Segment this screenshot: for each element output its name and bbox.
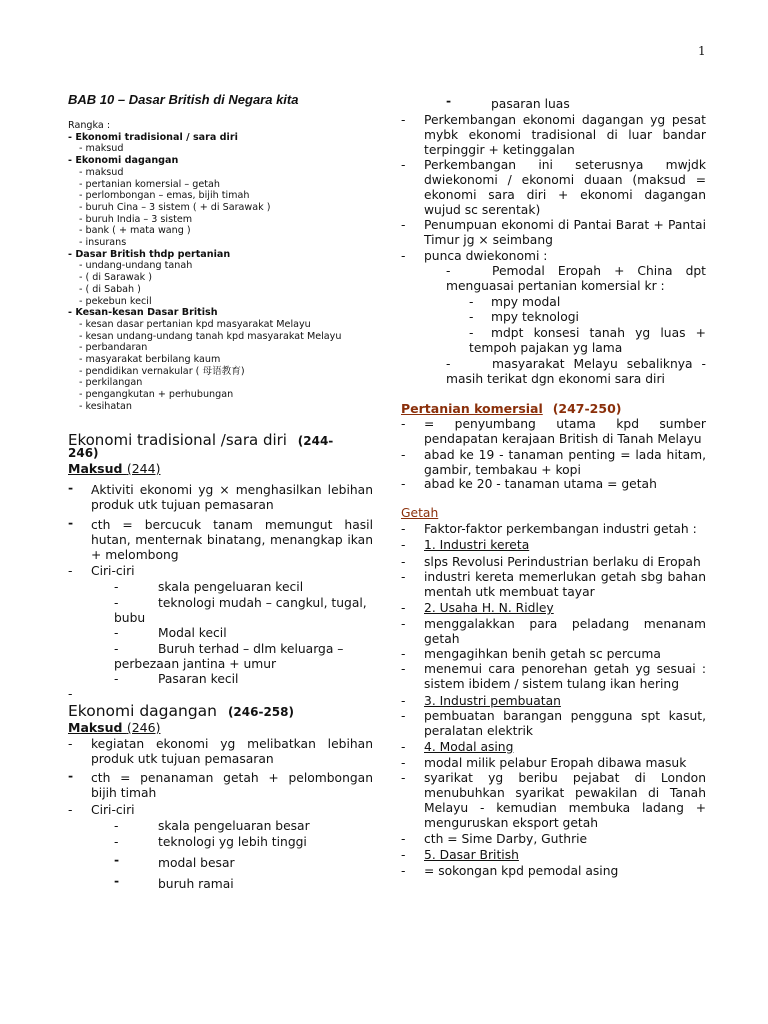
rangka-item: - kesihatan bbox=[79, 400, 132, 412]
list-item: Ciri-ciri bbox=[91, 564, 135, 578]
rangka-item: - pekebun kecil bbox=[79, 295, 152, 307]
page-number: 1 bbox=[698, 44, 706, 58]
rangka-group: - Dasar British thdp pertanian - undang-undang tanah - ( di Sarawak ) - ( di Sabah ) - pekebun kecil bbox=[68, 249, 398, 308]
punca-item: Pemodal Eropah + China dpt menguasai pertanian komersial kr : bbox=[446, 264, 706, 293]
list-item: Aktiviti ekonomi yg × menghasilkan lebihan produk utk tujuan pemasaran bbox=[91, 483, 373, 512]
list-item: Penumpuan ekonomi di Pantai Barat + Pantai Timur jg × seimbang bbox=[424, 218, 706, 247]
maksud-pages: (244) bbox=[126, 461, 161, 476]
ciri-item: teknologi mudah – cangkul, tugal, bbox=[158, 596, 367, 610]
factor-heading: 2. Usaha H. N. Ridley bbox=[424, 601, 554, 615]
factor-heading: 3. Industri pembuatan bbox=[424, 694, 561, 708]
section-pages: (244- bbox=[297, 434, 334, 448]
punca-item: mdpt konsesi tanah yg luas + tempoh pajakan yg lama bbox=[469, 326, 706, 355]
list-item: punca dwiekonomi : bbox=[424, 249, 548, 263]
maksud-heading bbox=[68, 720, 160, 735]
rangka-item: - maksud bbox=[79, 143, 124, 155]
punca-item: mpy modal bbox=[491, 295, 561, 309]
list-item: = penyumbang utama kpd sumber pendapatan kerajaan British di Tanah Melayu bbox=[424, 417, 706, 446]
rangka-label: Rangka : bbox=[68, 120, 111, 131]
pk-title: Pertanian komersial bbox=[401, 401, 543, 416]
list-item: = sokongan kpd pemodal asing bbox=[424, 864, 619, 878]
maksud-label: Maksud bbox=[68, 461, 123, 476]
rangka-head: Ekonomi tradisional / sara diri bbox=[75, 131, 238, 143]
factor-heading: 5. Dasar British bbox=[424, 848, 519, 862]
list-item: Faktor-faktor perkembangan industri getah : bbox=[424, 522, 697, 536]
rangka-item: - pengangkutan + perhubungan bbox=[79, 389, 234, 401]
pk-pages: (247-250) bbox=[552, 401, 622, 416]
rangka-item: - perbandaran bbox=[79, 342, 148, 354]
rangka-item: - maksud bbox=[79, 166, 124, 178]
rangka-group: - Ekonomi dagangan - maksud - pertanian komersial – getah - perlombongan – emas, bijih timah - buruh Cina – 3 sistem ( + di Sarawak ) - buruh India – 3 sistem - bank ( + mata wang ) - insurans bbox=[68, 155, 398, 249]
maksud-pages: (246) bbox=[126, 720, 161, 735]
ciri-item: skala pengeluaran kecil bbox=[158, 580, 304, 594]
chapter-title: BAB 10 – Dasar British di Negara kita bbox=[68, 92, 299, 107]
rangka-item: - buruh India – 3 sistem bbox=[79, 213, 193, 225]
ciri-item: Modal kecil bbox=[158, 626, 227, 640]
factor-heading: 1. Industri kereta bbox=[424, 538, 530, 552]
ciri-item: modal besar bbox=[158, 856, 235, 870]
rangka-item: - perkilangan bbox=[79, 377, 143, 389]
rangka-item: - kesan undang-undang tanah kpd masyarakat Melayu bbox=[79, 330, 342, 342]
list-item: mengagihkan benih getah sc percuma bbox=[424, 647, 661, 661]
section-title-dagangan bbox=[68, 702, 294, 720]
rangka-head: Ekonomi dagangan bbox=[75, 155, 179, 167]
rangka-head: Kesan-kesan Dasar British bbox=[75, 307, 218, 319]
list-item: slps Revolusi Perindustrian berlaku di Eropah bbox=[424, 555, 701, 569]
ciri-item: skala pengeluaran besar bbox=[158, 819, 310, 833]
rangka-group: - Kesan-kesan Dasar British - kesan dasar pertanian kpd masyarakat Melayu - kesan undang-undang tanah kpd masyarakat Melayu - perbandaran - masyarakat berbilang kaum - pendidikan vernakular ( 母语教育) - perkilangan - pengangkutan + perhubungan - kesihatan bbox=[68, 307, 398, 412]
ciri-item: bubu bbox=[114, 611, 146, 625]
punca-item: masyarakat Melayu sebaliknya - masih terikat dgn ekonomi sara diri bbox=[446, 357, 706, 386]
rangka-item: - buruh Cina – 3 sistem ( + di Sarawak ) bbox=[79, 201, 271, 213]
punca-item: mpy teknologi bbox=[491, 310, 579, 324]
section-title-text: Ekonomi tradisional /sara diri bbox=[68, 431, 287, 449]
rangka-item: - masyarakat berbilang kaum bbox=[79, 354, 221, 366]
list-item: menemui cara penorehan getah yg sesuai : sistem ibidem / sistem tulang ikan hering bbox=[424, 662, 706, 691]
rangka-group: - Ekonomi tradisional / sara diri - maksud bbox=[68, 132, 398, 155]
maksud-label: Maksud bbox=[68, 720, 123, 735]
rangka-head: Dasar British thdp pertanian bbox=[75, 248, 231, 260]
rangka-outline bbox=[68, 120, 398, 413]
factor-heading: 4. Modal asing bbox=[424, 740, 514, 754]
list-item: menggalakkan para peladang menanam getah bbox=[424, 617, 706, 646]
getah-heading: Getah bbox=[401, 506, 439, 520]
list-item: abad ke 20 - tanaman utama = getah bbox=[424, 477, 657, 491]
rangka-item: - insurans bbox=[79, 237, 127, 249]
rangka-item: - bank ( + mata wang ) bbox=[79, 225, 191, 237]
rangka-item: - kesan dasar pertanian kpd masyarakat Melayu bbox=[79, 318, 311, 330]
section-pages-cont: 246) bbox=[68, 446, 99, 460]
section-title-text: Ekonomi dagangan bbox=[68, 702, 217, 720]
list-item: pembuatan barangan pengguna spt kasut, peralatan elektrik bbox=[424, 709, 706, 738]
list-item: Perkembangan ekonomi dagangan yg pesat mybk ekonomi tradisional di luar bandar terpinggir + ketinggalan bbox=[424, 113, 706, 157]
pertanian-komersial-heading bbox=[401, 401, 622, 417]
maksud-heading bbox=[68, 461, 160, 476]
ciri-item: Pasaran kecil bbox=[158, 672, 239, 686]
list-item: Perkembangan ini seterusnya mwjdk dwiekonomi / ekonomi duaan (maksud = ekonomi sara diri + ekonomi dagangan wujud sc serentak) bbox=[424, 158, 706, 217]
rangka-item: - pertanian komersial – getah bbox=[79, 178, 220, 190]
list-item: abad ke 19 - tanaman penting = lada hitam, gambir, tembakau + kopi bbox=[424, 448, 706, 477]
ciri-item: perbezaan jantina + umur bbox=[114, 657, 277, 671]
ciri-item: buruh ramai bbox=[158, 877, 234, 891]
section-title-tradisional bbox=[68, 431, 333, 449]
list-item: syarikat yg beribu pejabat di London menubuhkan syarikat pewakilan di Tanah Melayu - kemudian membuka ladang + menguruskan eksport getah bbox=[424, 771, 706, 830]
list-item: cth = Sime Darby, Guthrie bbox=[424, 832, 588, 846]
rangka-item: - ( di Sabah ) bbox=[79, 283, 141, 295]
ciri-item: teknologi yg lebih tinggi bbox=[158, 835, 307, 849]
rangka-item: - pendidikan vernakular ( 母语教育) bbox=[79, 365, 245, 377]
list-item: cth = penanaman getah + pelombongan bijih timah bbox=[91, 771, 373, 800]
list-item: kegiatan ekonomi yg melibatkan lebihan produk utk tujuan pemasaran bbox=[91, 737, 373, 766]
rangka-item: - ( di Sarawak ) bbox=[79, 272, 152, 284]
list-item: modal milik pelabur Eropah dibawa masuk bbox=[424, 756, 687, 770]
section-pages: (246-258) bbox=[227, 705, 294, 719]
rangka-item: - perlombongan – emas, bijih timah bbox=[79, 190, 250, 202]
ciri-item: Buruh terhad – dlm keluarga – bbox=[158, 642, 344, 656]
rangka-item: - undang-undang tanah bbox=[79, 260, 193, 272]
list-item: Ciri-ciri bbox=[91, 803, 135, 817]
list-item: cth = bercucuk tanam memungut hasil hutan, menternak binatang, menangkap ikan + melombong bbox=[91, 518, 373, 562]
list-item: pasaran luas bbox=[491, 97, 570, 111]
list-item: industri kereta memerlukan getah sbg bahan mentah utk membuat tayar bbox=[424, 570, 706, 599]
